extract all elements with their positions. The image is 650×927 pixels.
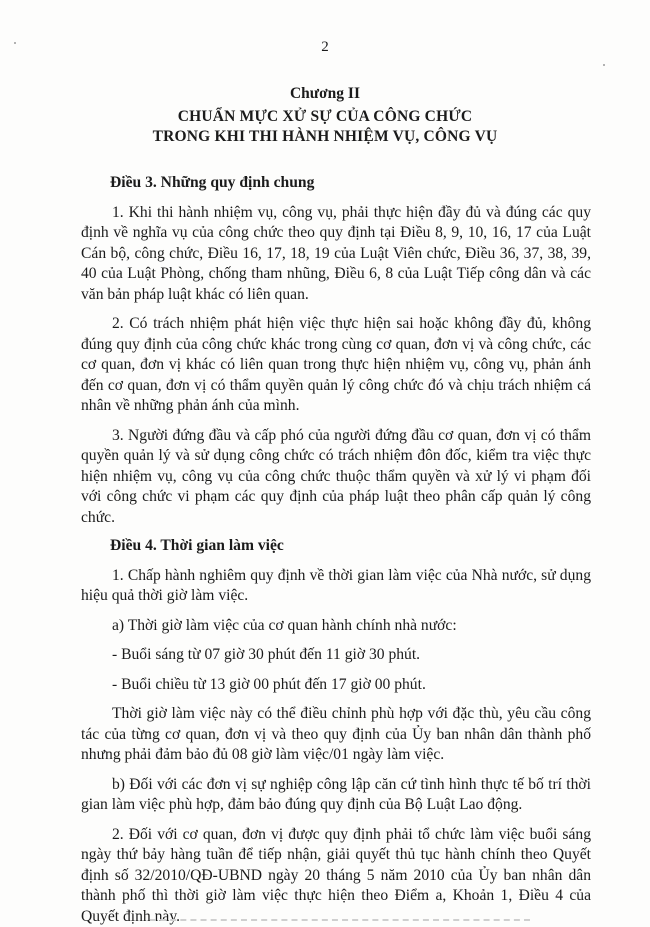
article-3-heading: Điều 3. Những quy định chung (110, 174, 315, 191)
article-3-clause-1: 1. Khi thi hành nhiệm vụ, công vụ, phải thực hiện đầy đủ và đúng các quy định về nghĩa vụ của công chức theo quy định tại Điều 8, 9, 10, 16, 17 của Luật Cán bộ, công chức, Điều 16, 17, 18, 19 của Luật Viên chức, Điều 36, 37, 38, 39, 40 của Luật Phòng, chống tham nhũng, Điều 6, 8 của Luật Tiếp công dân và các văn bản pháp luật khác có liên quan. (81, 203, 591, 303)
article-3-clause-3: 3. Người đứng đầu và cấp phó của người đứng đầu cơ quan, đơn vị có thẩm quyền quản lý và sử dụng công chức có trách nhiệm đôn đốc, kiểm tra việc thực hiện nhiệm vụ, công vụ của công chức thuộc thẩm quyền và xử lý vi phạm đối với công chức vi phạm các quy định của pháp luật theo phân cấp quản lý công chức. (81, 426, 591, 526)
article-4-item-a: a) Thời giờ làm việc của cơ quan hành chính nhà nước: (112, 616, 457, 634)
afternoon-hours: - Buổi chiều từ 13 giờ 00 phút đến 17 giờ 00 phút. (112, 675, 426, 693)
article-3-clause-2: 2. Có trách nhiệm phát hiện việc thực hiện sai hoặc không đầy đủ, không đúng quy định của công chức khác trong cùng cơ quan, đơn vị và công chức, các cơ quan, đơn vị khác có liên quan trong thực hiện nhiệm vụ, công vụ, phản ánh đến cơ quan, đơn vị có thẩm quyền quản lý công chức đó và chịu trách nhiệm cá nhân về những phản ánh của mình. (81, 315, 591, 414)
article-4-clause-2: 2. Đối với cơ quan, đơn vị được quy định phải tổ chức làm việc buổi sáng ngày thứ bảy hàng tuần để tiếp nhận, giải quyết thủ tục hành chính theo Quyết định số 32/2010/QĐ-UBND ngày 20 tháng 5 năm 2010 của Ủy ban nhân dân thành phố thì thời giờ làm việc thực hiện theo Điểm a, Khoản 1, Điều 4 của Quyết định này. (81, 825, 591, 925)
chapter-title-line-2: TRONG KHI THI HÀNH NHIỆM VỤ, CÔNG VỤ (152, 127, 498, 145)
chapter-title-line-1: CHUẨN MỰC XỬ SỰ CỦA CÔNG CHỨC (177, 108, 473, 125)
morning-hours: - Buổi sáng từ 07 giờ 30 phút đến 11 giờ 30 phút. (112, 646, 421, 663)
document-body (81, 173, 591, 927)
hours-adjustment: Thời giờ làm việc này có thể điều chỉnh phù hợp với đặc thù, yêu cầu công tác của từng cơ quan, đơn vị và theo quy định của Ủy ban nhân dân thành phố nhưng phải đảm bảo đủ 08 giờ làm việc/01 ngày làm việc. (81, 705, 591, 763)
page-number: 2 (321, 39, 329, 55)
scan-speck (603, 64, 605, 66)
article-4-heading: Điều 4. Thời gian làm việc (110, 537, 284, 554)
article-4-item-b: b) Đối với các đơn vị sự nghiệp công lập căn cứ tình hình thực tế bố trí thời gian làm việc phù hợp, đảm bảo đúng quy định của Bộ Luật Lao động. (81, 775, 591, 813)
scan-edge-line (150, 919, 530, 921)
chapter-label: Chương II (289, 85, 360, 102)
chapter-title (0, 107, 650, 146)
article-4-clause-1: 1. Chấp hành nghiêm quy định về thời gian làm việc của Nhà nước, sử dụng hiệu quả thời giờ làm việc. (81, 566, 591, 604)
